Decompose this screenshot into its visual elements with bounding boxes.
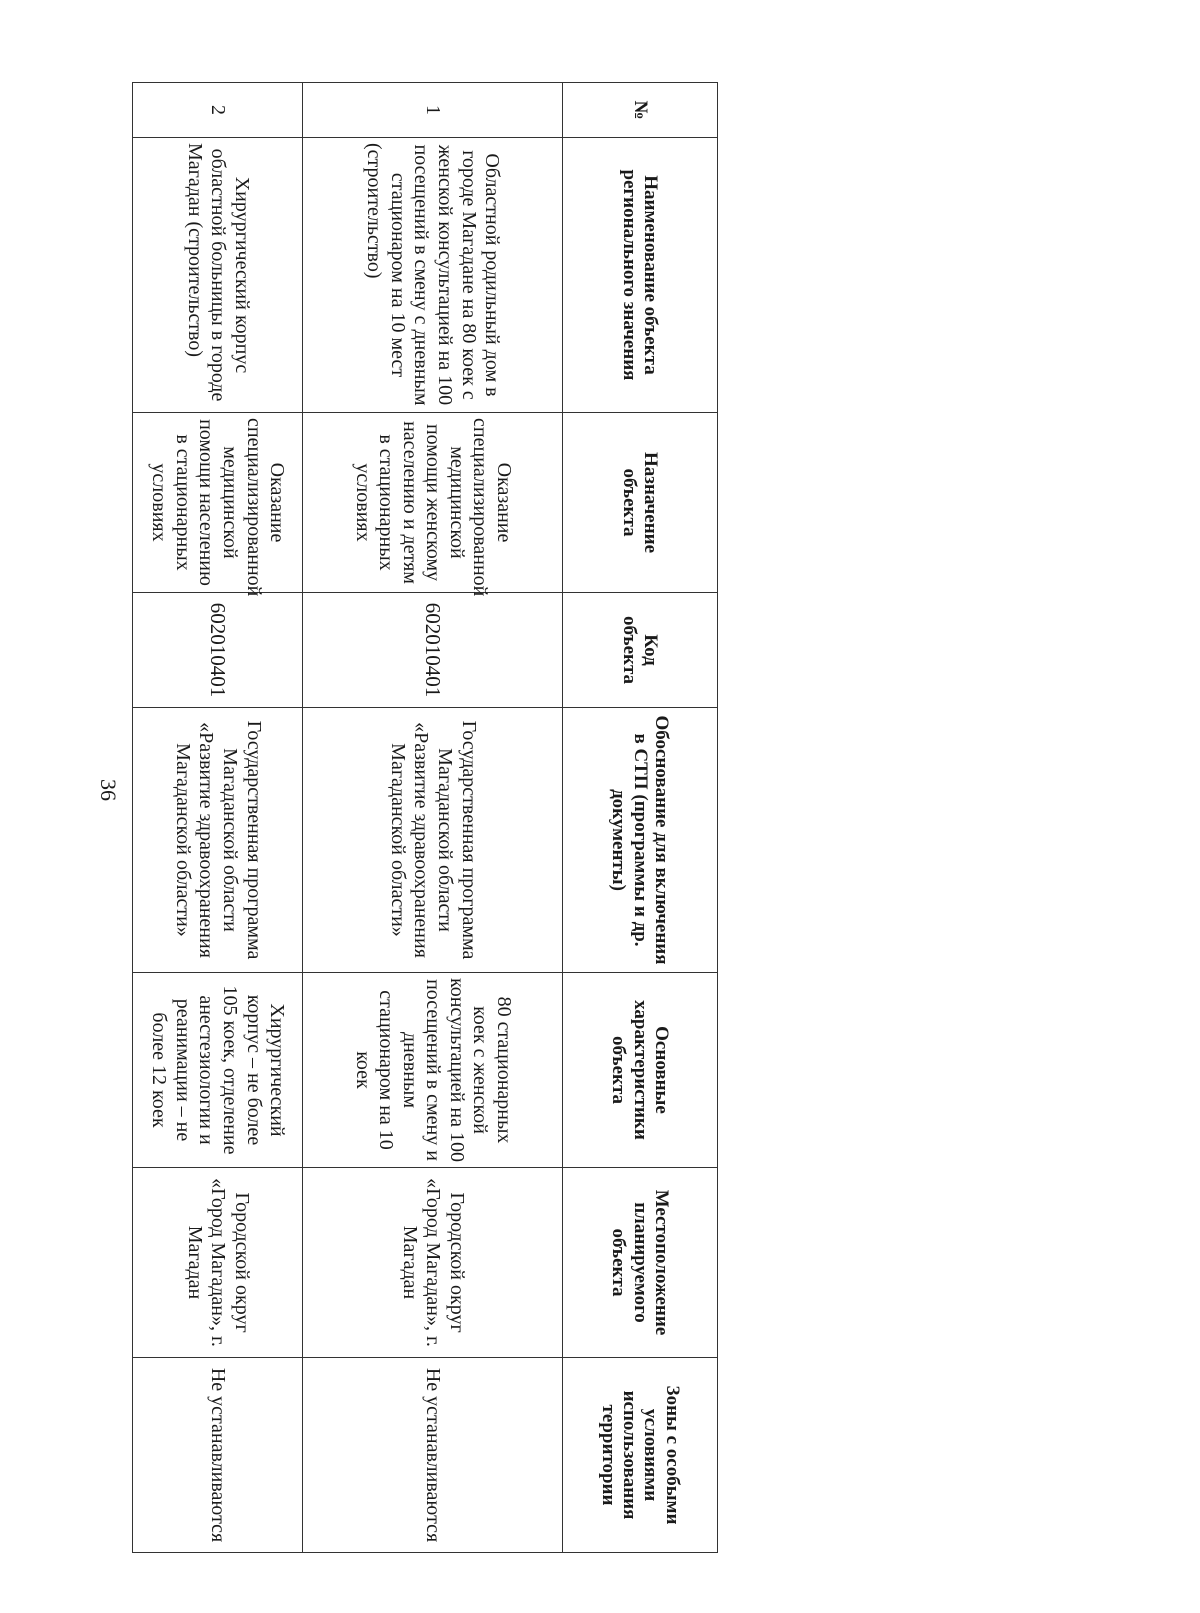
cell-name: Областной родильный дом в городе Магадане на 80 коек с женской консультацией на 100 посещений в смену с дневным стационаром на 10 мест (строительство) xyxy=(303,138,563,413)
cell-number: 1 xyxy=(303,83,563,138)
cell-number: 2 xyxy=(133,83,303,138)
page-number: 36 xyxy=(96,779,121,801)
header-basis: Обоснование для включения в СТП (программы и др. документы) xyxy=(563,708,718,973)
table-row xyxy=(133,83,303,1553)
cell-basis: Государственная программа Магаданской области «Развитие здравоохранения Магаданской области» xyxy=(133,708,303,973)
cell-purpose: Оказание специализированной медицинской помощи женскому населению и детям в стационарных условиях xyxy=(303,413,563,593)
objects-table xyxy=(132,82,718,1553)
cell-basis: Государственная программа Магаданской области «Развитие здравоохранения Магаданской области» xyxy=(303,708,563,973)
header-zones: Зоны с особыми условиями использования территории xyxy=(563,1358,718,1553)
header-code: Код объекта xyxy=(563,593,718,708)
cell-name: Хирургический корпус областной больницы в городе Магадан (строительство) xyxy=(133,138,303,413)
header-location: Местоположение планируемого объекта xyxy=(563,1168,718,1358)
table-header-row xyxy=(563,83,718,1553)
cell-code: 602010401 xyxy=(133,593,303,708)
table-row xyxy=(303,83,563,1553)
cell-zones: Не устанавливаются xyxy=(303,1358,563,1553)
cell-characteristics: 80 стационарных коек с женской консультацией на 100 посещений в смену и дневным стационаром на 10 коек xyxy=(303,973,563,1168)
cell-code: 602010401 xyxy=(303,593,563,708)
rotated-table-container xyxy=(138,82,718,1552)
header-number: № xyxy=(563,83,718,138)
header-purpose: Назначение объекта xyxy=(563,413,718,593)
cell-purpose: Оказание специализированной медицинской помощи населению в стационарных условиях xyxy=(133,413,303,593)
header-name: Наименование объекта регионального значения xyxy=(563,138,718,413)
cell-location: Городской округ «Город Магадан», г. Магадан xyxy=(303,1168,563,1358)
cell-location: Городской округ «Город Магадан», г. Магадан xyxy=(133,1168,303,1358)
cell-zones: Не устанавливаются xyxy=(133,1358,303,1553)
cell-characteristics: Хирургический корпус – не более 105 коек, отделение анестезиологии и реанимации – не более 12 коек xyxy=(133,973,303,1168)
header-characteristics: Основные характеристики объекта xyxy=(563,973,718,1168)
